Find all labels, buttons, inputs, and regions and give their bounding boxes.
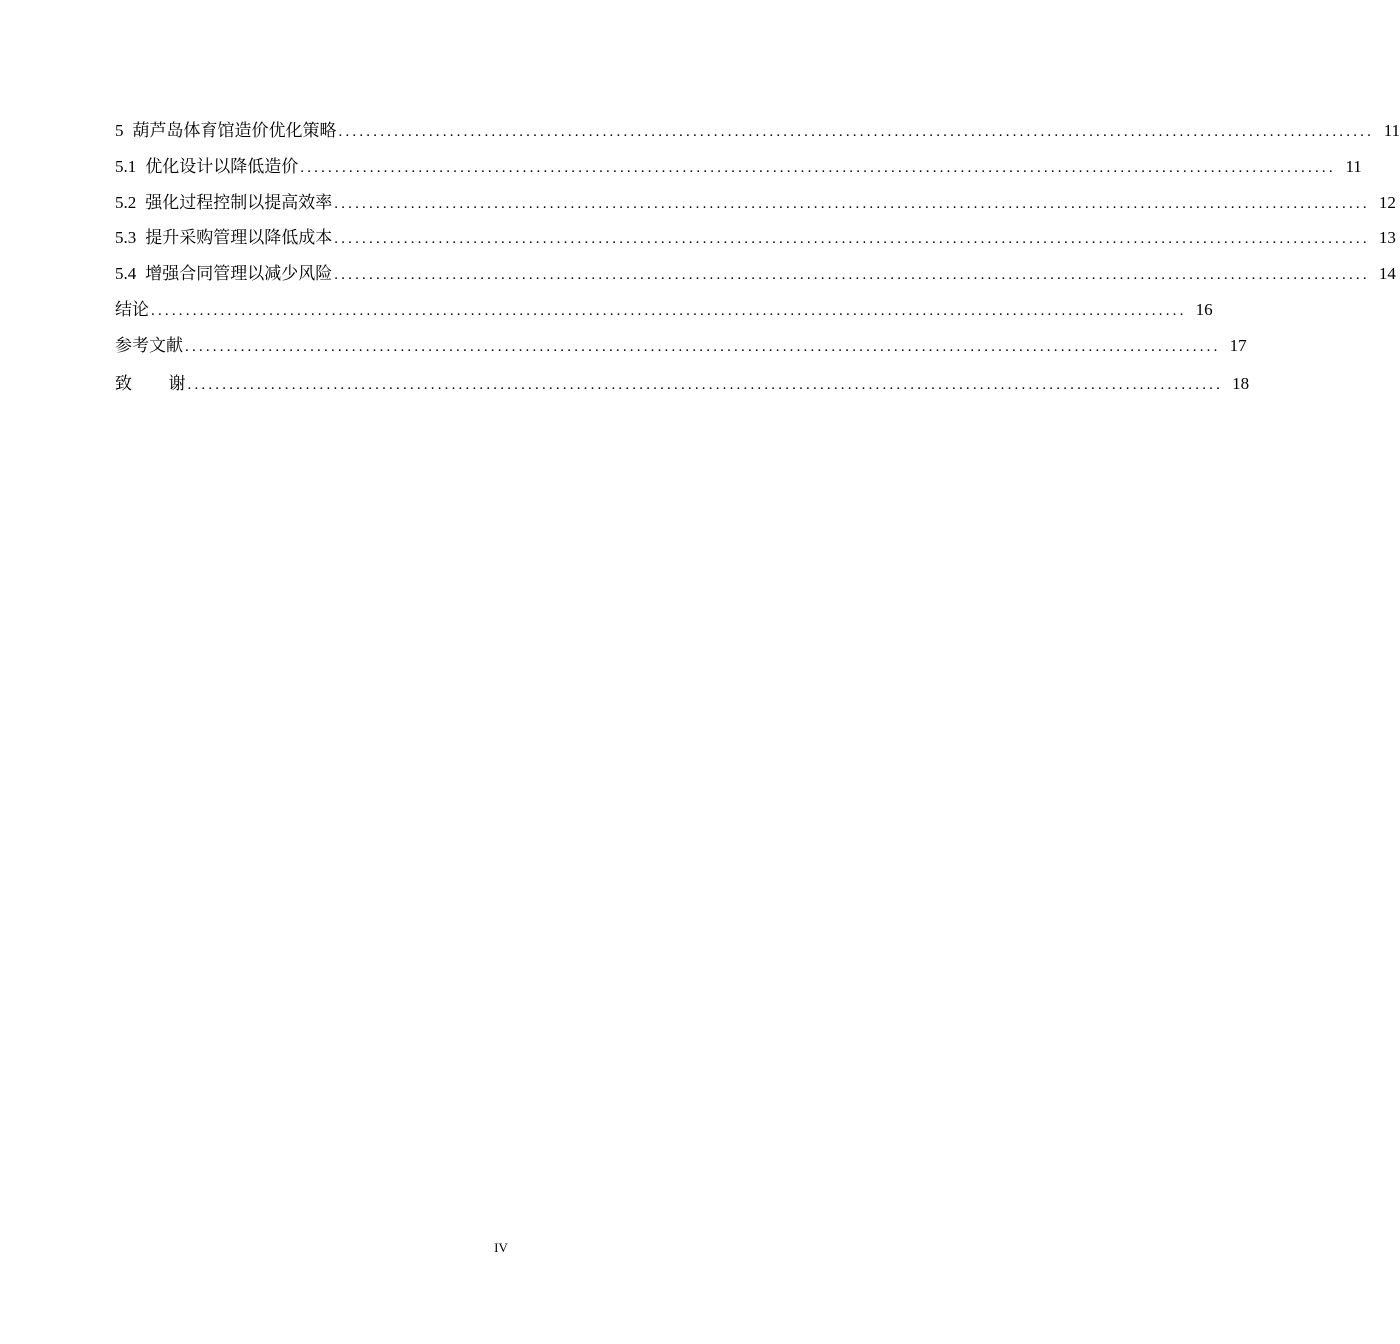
toc-entry-page: 11: [1383, 121, 1400, 140]
toc-entry-title: 优化设计以降低造价: [145, 156, 299, 176]
toc-entry-number: 5.3: [115, 228, 137, 248]
toc-entry-title: 葫芦岛体育馆造价优化策略: [132, 121, 337, 140]
toc-entry-page: 12: [1378, 192, 1396, 212]
toc-entry-conclusion[interactable]: [115, 298, 1213, 334]
toc-entry-5[interactable]: [115, 119, 1400, 155]
toc-entry-number: 5: [115, 121, 124, 140]
table-of-contents: [115, 119, 1400, 407]
toc-entry-number: 5.4: [115, 264, 137, 284]
toc-entry-references[interactable]: [115, 334, 1247, 370]
toc-entry-5-1[interactable]: [115, 155, 1362, 191]
toc-leader-dots: .....................................................................................................................................................: [300, 159, 1336, 176]
toc-entry-page: 17: [1229, 335, 1247, 355]
toc-entry-5-4[interactable]: [115, 262, 1396, 298]
toc-entry-number: 5.1: [115, 156, 137, 176]
toc-entry-title: 结论: [115, 299, 149, 319]
toc-leader-dots: .....................................................................................................................................................: [185, 338, 1221, 355]
toc-entry-page: 18: [1232, 373, 1250, 393]
toc-entry-title: 提升采购管理以降低成本: [145, 228, 333, 248]
toc-leader-dots: .....................................................................................................................................................: [187, 376, 1224, 393]
toc-entry-page: 16: [1195, 299, 1213, 319]
toc-entry-acknowledgements[interactable]: [115, 372, 1250, 408]
toc-entry-5-3[interactable]: [115, 226, 1396, 262]
toc-entry-title: 强化过程控制以提高效率: [145, 192, 333, 212]
page-number: IV: [494, 1240, 508, 1255]
toc-entry-page: 13: [1378, 228, 1396, 248]
toc-entry-number: 5.2: [115, 192, 137, 212]
toc-leader-dots: .....................................................................................................................................................: [334, 267, 1370, 284]
toc-entry-5-2[interactable]: [115, 191, 1396, 227]
toc-entry-title: 致 谢: [115, 373, 186, 393]
toc-entry-page: 14: [1378, 264, 1396, 284]
toc-leader-dots: .....................................................................................................................................................: [338, 124, 1375, 140]
toc-leader-dots: .....................................................................................................................................................: [334, 231, 1370, 248]
toc-entry-title: 参考文献: [115, 335, 183, 355]
toc-leader-dots: .....................................................................................................................................................: [151, 302, 1187, 319]
toc-entry-page: 11: [1345, 156, 1362, 176]
toc-entry-title: 增强合同管理以减少风险: [145, 264, 333, 284]
toc-leader-dots: .....................................................................................................................................................: [334, 195, 1370, 212]
